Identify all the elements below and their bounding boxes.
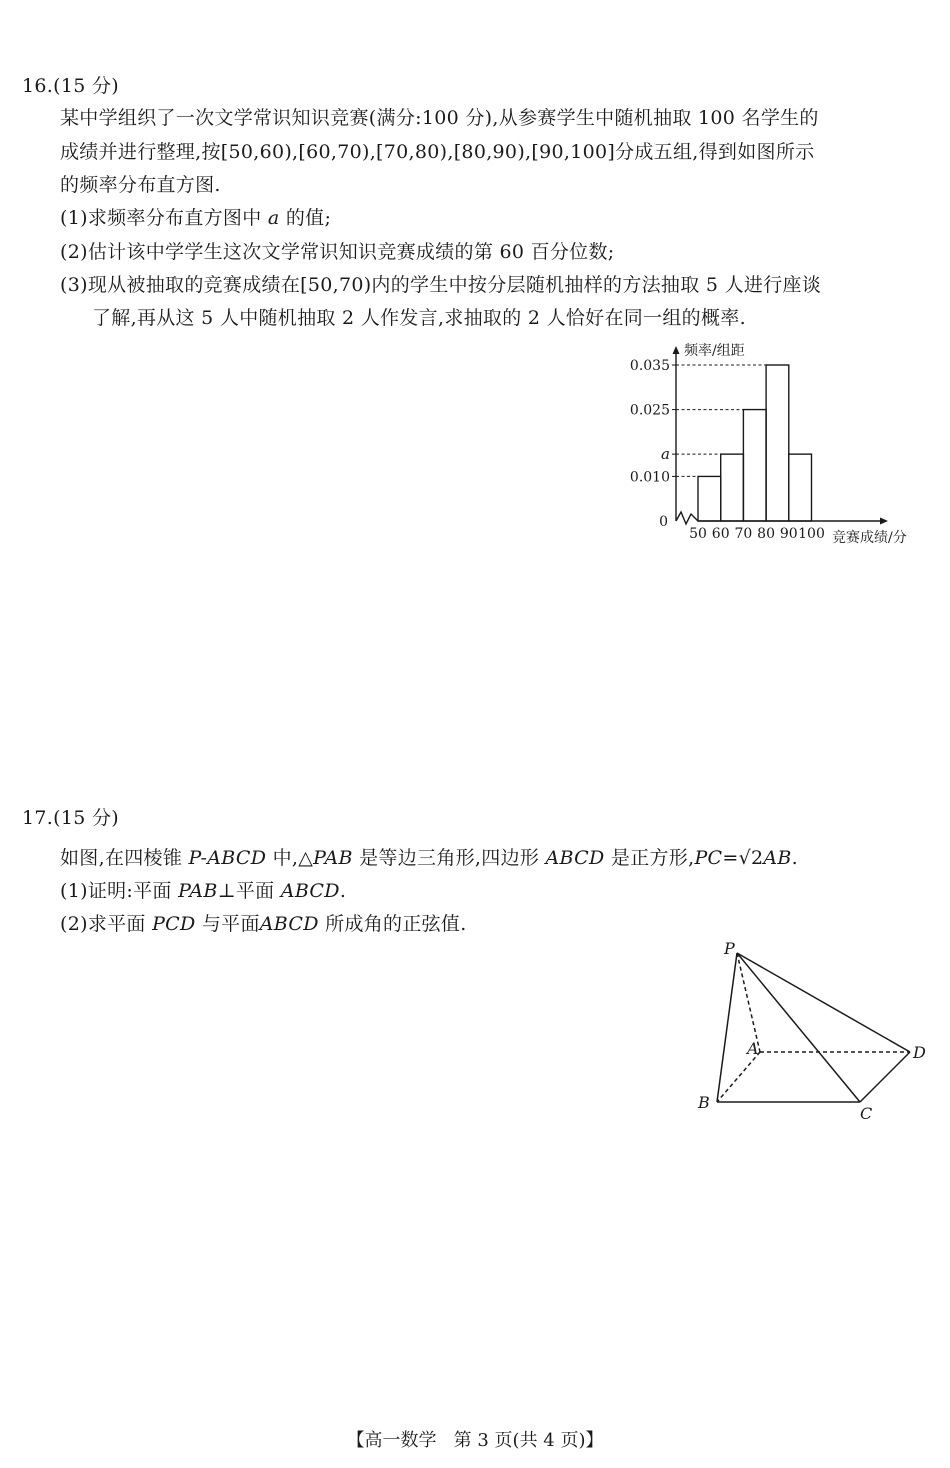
q17-l1-c: 中,△ bbox=[266, 847, 314, 869]
q17-l1-j: AB bbox=[763, 847, 792, 869]
vertex-label-C: C bbox=[860, 1104, 873, 1123]
q17-p1-b: PAB bbox=[178, 880, 218, 902]
y-tick-label: 0.035 bbox=[629, 358, 670, 374]
q17-l1-f: ABCD bbox=[545, 847, 605, 869]
q17-l1-e: 是等边三角形,四边形 bbox=[352, 847, 546, 869]
q17-p2-b: PCD bbox=[152, 913, 196, 935]
q17-l1-d: PAB bbox=[313, 847, 353, 869]
x-axis-arrow bbox=[880, 518, 888, 525]
edge-CD bbox=[860, 1052, 910, 1102]
x-tick-label: 70 bbox=[734, 526, 753, 542]
vertex-label-A: A bbox=[747, 1039, 759, 1058]
q16-part3-line2: 了解,再从这 5 人中随机抽取 2 人作发言,求抽取的 2 人恰好在同一组的概率. bbox=[92, 307, 746, 329]
q16-part3-line1: (3)现从被抽取的竞赛成绩在[50,70)内的学生中按分层随机抽样的方法抽取 5 人进行座谈 bbox=[60, 274, 822, 296]
q17-l1-a: 如图,在四棱锥 bbox=[60, 847, 189, 869]
origin-label: 0 bbox=[659, 514, 668, 530]
vertex-label-D: D bbox=[913, 1043, 926, 1062]
q17-p1-c: ⊥平面 bbox=[217, 880, 281, 902]
q17-part2 bbox=[60, 912, 467, 936]
y-tick-label: 0.010 bbox=[629, 469, 670, 486]
footer-subject: 高一数学 bbox=[364, 1430, 437, 1451]
q17-p1-a: (1)证明:平面 bbox=[60, 880, 179, 902]
q17-p1-e: . bbox=[339, 880, 347, 902]
x-tick-label: 60 bbox=[711, 526, 730, 542]
q17-l1-i: =√2 bbox=[722, 847, 764, 869]
q17-l1-b: P-ABCD bbox=[188, 847, 267, 869]
pyramid-figure bbox=[690, 938, 935, 1123]
q16-part1-post: 的值; bbox=[279, 207, 332, 229]
vertex-label-P: P bbox=[724, 939, 735, 958]
q17-header: 17.(15 分) bbox=[22, 807, 119, 829]
q16-part1 bbox=[60, 206, 331, 230]
q16-text-line2: 成绩并进行整理,按[50,60),[60,70),[70,80),[80,90),[90,100]分成五组,得到如图所示 bbox=[60, 141, 815, 163]
histogram-bar bbox=[743, 410, 766, 521]
vertex-label-B: B bbox=[698, 1093, 710, 1112]
x-tick-label: 90 bbox=[779, 526, 798, 542]
y-tick-label: 0.025 bbox=[629, 402, 670, 419]
page-footer bbox=[0, 1430, 950, 1452]
footer-left-bracket: 【 bbox=[346, 1430, 365, 1451]
x-tick-label: 80 bbox=[757, 526, 776, 542]
q17-l1-g: 是正方形, bbox=[604, 847, 695, 869]
y-axis-arrow bbox=[673, 346, 680, 354]
footer-page: 第 3 页(共 4 页) bbox=[453, 1430, 586, 1451]
q16-header: 16.(15 分) bbox=[22, 75, 119, 97]
q16-part2: (2)估计该中学学生这次文学常识知识竞赛成绩的第 60 百分位数; bbox=[60, 241, 615, 263]
q17-p2-d: ABCD bbox=[259, 913, 319, 935]
histogram-bar bbox=[721, 454, 744, 521]
q17-p2-a: (2)求平面 bbox=[60, 913, 153, 935]
edge-PB bbox=[717, 953, 737, 1102]
q17-l1-k: . bbox=[791, 847, 799, 869]
edge-PC bbox=[737, 953, 860, 1102]
q17-p1-d: ABCD bbox=[280, 880, 340, 902]
y-tick-label-a: a bbox=[661, 445, 670, 464]
histogram-bar bbox=[698, 476, 721, 521]
edge-PD bbox=[737, 953, 910, 1052]
x-tick-label: 50 bbox=[689, 526, 707, 542]
q17-l1-h: PC bbox=[694, 847, 723, 869]
q17-p2-c: 与平面 bbox=[195, 913, 260, 935]
q17-text-line1 bbox=[60, 846, 798, 870]
x-axis bbox=[676, 512, 882, 524]
x-tick-label: 100 bbox=[798, 526, 825, 542]
histogram-bar bbox=[766, 365, 789, 521]
q16-part1-pre: (1)求频率分布直方图中 bbox=[60, 207, 268, 229]
y-axis-label: 频率/组距 bbox=[684, 343, 745, 359]
x-axis-label: 竞赛成绩/分 bbox=[832, 530, 907, 546]
q17-p2-e: 所成角的正弦值. bbox=[318, 913, 467, 935]
frequency-histogram bbox=[620, 336, 935, 551]
q17-part1 bbox=[60, 879, 346, 903]
q16-part1-var: a bbox=[267, 207, 280, 229]
histogram-bar bbox=[789, 454, 812, 521]
footer-right-bracket: 】 bbox=[585, 1430, 604, 1451]
q16-text-line3: 的频率分布直方图. bbox=[60, 174, 221, 196]
q16-text-line1: 某中学组织了一次文学常识知识竞赛(满分:100 分),从参赛学生中随机抽取 100 名学生的 bbox=[60, 107, 819, 129]
